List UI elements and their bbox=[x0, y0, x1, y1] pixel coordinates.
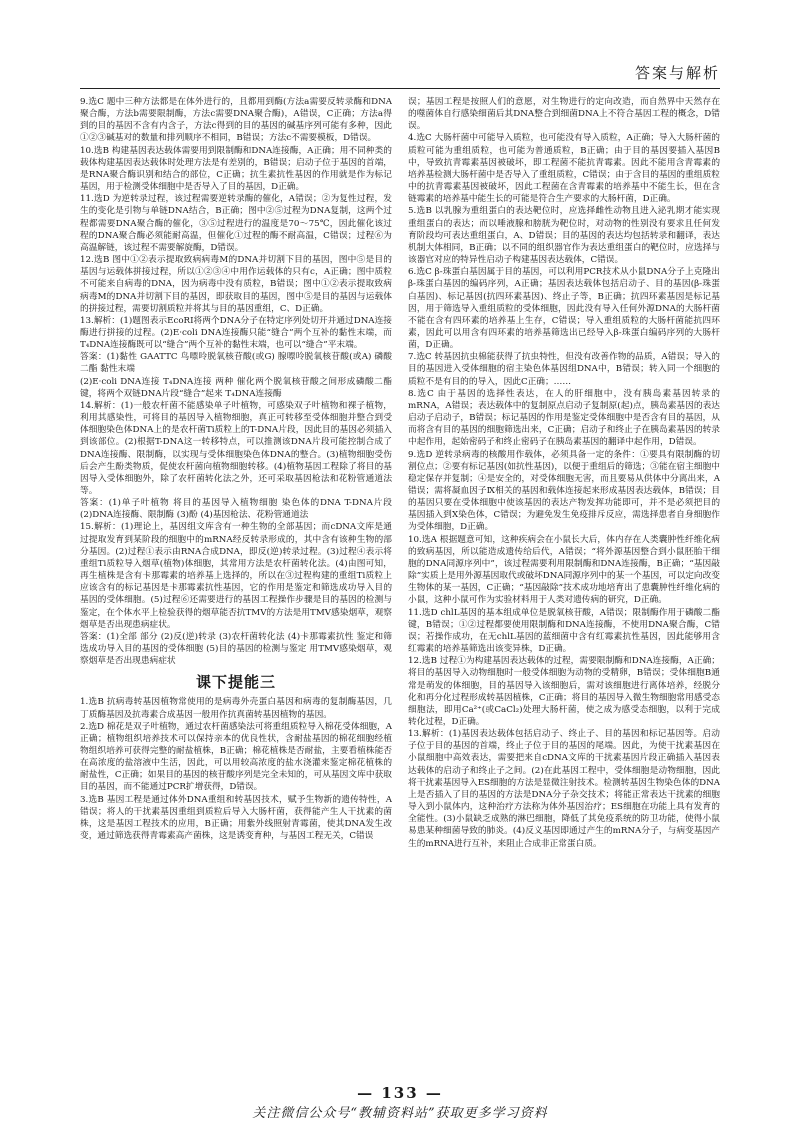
section-title: 课下提能三 bbox=[195, 673, 276, 692]
header-divider bbox=[80, 88, 720, 89]
answer-item: 10.选B 构建基因表达载体需要用到限制酶和DNA连接酶，A正确；用不同种类的载体构建基因表达载体时处理方法是有差别的，B错误；启动子位于基因的首端，是RNA聚合酶识别和结合的部位，C正确；抗生素抗性基因的作用就是作为标记基因，用于检测受体细胞中是否导入了目的基因，D正确。 bbox=[80, 145, 392, 193]
answer-item: 15.解析：(1)理论上，基因组文库含有一种生物的全部基因；而cDNA文库是通过提取发育到某阶段的细胞中的mRNA经反转录形成的，其中含有该种生物的部分基因。(2)过程①表示由RNA合成DNA，即反(逆)转录过程。(3)过程④表示将重组Ti质粒导入烟草(植物)体细胞，其常用方法是农杆菌转化法。(4)由图可知，再生植株是含有卡那霉素的培养基上选择的，所以在③过程构建的重组Ti质粒上应该含有的标记基因是卡那霉素抗性基因，它的作用是鉴定和筛选成功导入目的基因的受体细胞。(5)过程⑥还需要进行的基因工程操作步骤是目的基因的检测与鉴定，在个体水平上检验获得的烟草能否抗TMV的方法是用TMV感染烟草，观察烟草是否出现患病症状。 bbox=[80, 522, 392, 630]
footer-note: 关注微信公众号“教辅资料站”获取更多学习资料 bbox=[252, 1106, 548, 1121]
left-column bbox=[80, 96, 392, 1081]
page-number: — 133 — bbox=[357, 1084, 443, 1102]
answer-item: 2.选D 棉花是双子叶植物，通过农杆菌感染法可将重组质粒导入棉花受体细胞，A正确；植物组织培养技术可以保持亲本的优良性状，含耐盐基因的棉花细胞经植物组织培养可获得完整的耐盐植株，B正确；棉花植株是否耐盐，主要看植株能否在高浓度的盐溶液中生活，因此，可以用较高浓度的盐水浇灌来鉴定棉花植株的耐盐性，C正确；如果目的基因的核苷酸序列是完全未知的，可从基因文库中获取目的基因，而不能通过PCR扩增获得，D错误。 bbox=[80, 721, 392, 793]
answer-item: 6.选C β-珠蛋白基因属于目的基因，可以利用PCR技术从小鼠DNA分子上克隆出β-珠蛋白基因的编码序列，A正确；基因表达载体包括启动子、目的基因(β-珠蛋白基因)、标记基因(抗四环素基因)、终止子等，B正确；抗四环素基因是标记基因，用于筛选导入重组质粒的受体细胞，因此没有导入任何外源DNA的大肠杆菌不能在含有四环素的培养基上生存，C错误；导入重组质粒的大肠杆菌能抗四环素，因此可以用含有四环素的培养基筛选出已经导入β-珠蛋白编码序列的大肠杆菌，D正确。 bbox=[408, 267, 720, 351]
answer-item: 14.解析：(1)一般农杆菌不能感染单子叶植物，可感染双子叶植物和裸子植物，利用其感染性，可将目的基因导入植物细胞，真正可转移至受体细胞并整合到受体细胞染色体DNA上的是农杆菌Ti质粒上的T-DNA片段，因此目的基因必须插入到该部位。(2)根据T-DNA这一转移特点，可以推测该DNA片段可能控制合成了DNA连接酶、限制酶，以实现与受体细胞染色体DNA的整合。(3)植物细胞受伤后会产生酚类物质，促使农杆菌向植物细胞转移。(4)植物基因工程除了将目的基因导入受体细胞外，除了农杆菌转化法之外，还可采取基因枪法和花粉管通道法等。 bbox=[80, 400, 392, 496]
right-column bbox=[408, 96, 720, 1081]
answer-item: 5.选B 以乳腺为重组蛋白的表达靶位时，应选择雌性动物且进入泌乳期才能实现重组蛋白的表达；而以唾液腺和膀胱为靶位时，对动物的性别没有要求且任何发育阶段均可表达重组蛋白，A、D错误；目的基因的表达均包括转录和翻译，表达机制大体相同，B正确；以不同的组织器官作为表达重组蛋白的靶位时，应选择与该器官对应的特异性启动子构建基因表达载体，C错误。 bbox=[408, 206, 720, 266]
answer-item: 13.解析：(1)题图表示EcoRⅠ将两个DNA分子在特定序列处切开并通过DNA连接酶进行拼接的过程。(2)E·coli DNA连接酶只能“缝合”两个互补的黏性末端，而T₄DNA连接酶既可以“缝合”两个互补的黏性末端，也可以“缝合”平末端。 bbox=[80, 315, 392, 351]
answer-item: 11.选D 为逆转录过程，该过程需要逆转录酶的催化，A错误；②为复性过程，发生的变化是引物与单链DNA结合，B正确；图中②⑤过程为DNA复制，这两个过程都需要DNA聚合酶的催化，③⑤过程进行的温度是70～75℃，因此催化该过程的DNA聚合酶必须能耐高温，但催化①过程的酶不耐高温，C错误；过程⑥为高温解链，该过程不需要解旋酶，D错误。 bbox=[80, 194, 392, 253]
answer-item: 12.选B 图中①②表示提取致病病毒M的DNA并切割下目的基因，图中⑤是目的基因与运载体拼接过程，所以①②③④中用作运载体的只有c，A正确；图中质粒不可能来自病毒的DNA，因为病毒中没有质粒，B错误；图中①②表示提取致病病毒M的DNA并切割下目的基因，即获取目的基因，图中⑤是目的基因与运载体的拼接过程，需要切割质粒并将其与目的基因重组，C、D正确。 bbox=[80, 255, 392, 314]
answer-item: 4.选C 大肠杆菌中可能导入质粒，也可能没有导入质粒，A正确；导入大肠杆菌的质粒可能为重组质粒，也可能为普通质粒，B正确；由于目的基因要插入基因B中，导致抗青霉素基因被破坏，即工程菌不能抗青霉素。因此不能用含青霉素的培养基检测大肠杆菌中是否导入了重组质粒，C错误；由于含目的基因的重组质粒中的抗青霉素基因被破坏，因此工程菌在含青霉素的培养基中不能生长，但在含链霉素的培养基中能生长的可能是符合生产要求的大肠杆菌，D正确。 bbox=[408, 133, 720, 205]
answer-item: 12.选B 过程①为构建基因表达载体的过程，需要限制酶和DNA连接酶，A正确；将目的基因导入动物细胞时一般受体细胞为动物的受精卵，B错误；受体细胞B通常是萌发的体细胞，目的基因导入该细胞后，需对该细胞进行离体培养，经脱分化和再分化过程形成转基因植株，C正确；将目的基因导入微生物细胞常用感受态细胞法，即用Ca²⁺(或CaCl₂)处理大肠杆菌，使之成为感受态细胞，以利于完成转化过程，D正确。 bbox=[408, 656, 720, 727]
answer-item: 答案：(1)全部 部分 (2)反(逆)转录 (3)农杆菌转化法 (4)卡那霉素抗性 鉴定和筛选成功导入目的基因的受体细胞 (5)目的基因的检测与鉴定 用TMV感染烟草，观察烟草是否出现患病症状 bbox=[80, 631, 392, 667]
content-columns bbox=[80, 96, 720, 1081]
answer-item: 9.选D 逆转录病毒的核酸用作载体，必须具备一定的条件：①要具有限制酶的切割位点；②要有标记基因(如抗性基因)，以便于重组后的筛选；③能在宿主细胞中稳定保存并复制；④是安全的，对受体细胞无害，而且要易从供体中分离出来，A错误；需将凝血因子Ⅸ相关的基因和载体连接起来形成基因表达载体，B错误；目的基因只要在受体细胞中使该基因的表达产物发挥功能即可，并不是必须把目的基因插入到X染色体，C错误；为避免发生免疫排斥反应，需选择患者自身细胞作为受体细胞，D正确。 bbox=[408, 449, 720, 533]
answer-item: 13.解析：(1)基因表达载体包括启动子、终止子、目的基因和标记基因等。启动子位于目的基因的首端，终止子位于目的基因的尾端。因此，为使干扰素基因在小鼠细胞中高效表达，需要把来自cDNA文库的干扰素基因片段正确插入基因表达载体的启动子和终止子之间。(2)在此基因工程中，受体细胞是动物细胞，因此将干扰素基因导入ES细胞的方法是显微注射技术。检测转基因生物染色体的DNA上是否插入了目的基因的方法是DNA分子杂交技术；将能正常表达干扰素的细胞导入到小鼠体内，这种治疗方法称为体外基因治疗；ES细胞在功能上具有发育的全能性。(3)小鼠缺乏成熟的淋巴细胞，降低了其免疫系统的防卫功能，使得小鼠易患某种细菌导致的肺炎。(4)反义基因即通过产生的mRNA分子，与病变基因产生的mRNA进行互补，来阻止合成非正常蛋白质。 bbox=[408, 729, 720, 849]
answer-item: 10.选A 根据题意可知，这种疾病会在小鼠长大后，体内存在人类囊肿性纤维化病的致病基因，所以能造成遗传给后代，A错误；“将外源基因整合到小鼠胚胎干细胞的DNA同源序列中”，该过程需要利用限制酶和DNA连接酶，B正确；“基因敲除”实质上是用外源基因取代或破坏DNA同源序列中的某一个基因，可以定向改变生物体的某一基因，C正确；“基因敲除”技术成功地培育出了患囊肿性纤维化病的小鼠，这种小鼠可作为实验材料用于人类对遗传病的研究，D正确。 bbox=[408, 534, 720, 606]
page-header-title: 答案与解析 bbox=[634, 64, 720, 82]
answer-item: 8.选C 由于基因的选择性表达，在人的肝细胞中，没有胰岛素基因转录的mRNA，A错误；表达载体中的复制原点启动子复制原(起)点，胰岛素基因的表达启动子启动子，B错误；标记基因的作用是鉴定受体细胞中是否含有目的基因，从而将含有目的基因的细胞筛选出来，C正确；启动子和终止子在胰岛素基因的转录中起作用，起始密码子和终止密码子在胰岛素基因的翻译中起作用，D错误。 bbox=[408, 388, 720, 448]
answer-item: (2)E·coli DNA连接 T₄DNA连接 两种 催化两个脱氧核苷酸之间形成磷酸二酯键，将两个双链DNA片段“缝合”起来 T₄DNA连接酶 bbox=[80, 376, 392, 399]
answer-item: 11.选D chlL基因的基本组成单位是脱氧核苷酸，A错误；限制酶作用于磷酸二酯键，B错误；①②过程都要使用限制酶和DNA连接酶，不使用DNA聚合酶，C错误；若操作成功，在无chlL基因的蓝细菌中含有红霉素抗性基因，因此能够用含红霉素的培养基筛选出该变异株，D正确。 bbox=[408, 607, 720, 655]
answer-item: 答案：(1)黏性 GAATTC 鸟嘌呤脱氧核苷酸(或G) 腺嘌呤脱氧核苷酸(或A) 磷酸二酯 黏性末端 bbox=[80, 352, 392, 375]
answer-item: 误；基因工程是按照人们的意愿，对生物进行的定向改造，而自然界中天然存在的噬菌体自行感染细菌后其DNA整合到细菌DNA上不符合基因工程的概念，D错误。 bbox=[408, 97, 720, 132]
answer-item: 3.选B 基因工程是通过体外DNA重组和转基因技术，赋予生物新的遗传特性，A错误；将人的干扰素基因重组到质粒后导入大肠杆菌，获得能产生人干扰素的菌株，这是基因工程技术的应用，B正确；用紫外线照射青霉菌，使其DNA发生改变，通过筛选获得青霉素高产菌株，这是诱变育种，与基因工程无关，C错误 bbox=[80, 794, 392, 842]
answer-item: 7.选C 转基因抗虫棉能获得了抗虫特性，但没有改善作物的品质，A错误；导入的目的基因进入受体细胞的宿主染色体基因组DNA中，B错误；转入同一个细胞的质粒不是有目的的导入，因此C正确；…… bbox=[408, 352, 720, 387]
answer-item: 1.选B 抗病毒转基因植物常使用的是病毒外壳蛋白基因和病毒的复制酶基因，几丁质酶基因及抗毒素合成基因一般用作抗真菌转基因植物的基因。 bbox=[80, 697, 392, 720]
answer-item: 9.选C 题中三种方法都是在体外进行的，且都用到酶(方法a需要反转录酶和DNA聚合酶，方法b需要限制酶，方法c需要DNA聚合酶)，A错误，C正确；方法a得到的目的基因不含有内含子，方法c得到的目的基因的碱基序列可能有多种，因此①②③碱基对的数量和排列顺序不相同，B错误；方法c不需要模板，D错误。 bbox=[80, 97, 392, 144]
answer-item: 答案：(1)单子叶植物 将目的基因导入植物细胞 染色体的DNA T-DNA片段 (2)DNA连接酶、限制酶 (3)酚 (4)基因枪法、花粉管通道法 bbox=[80, 498, 392, 521]
